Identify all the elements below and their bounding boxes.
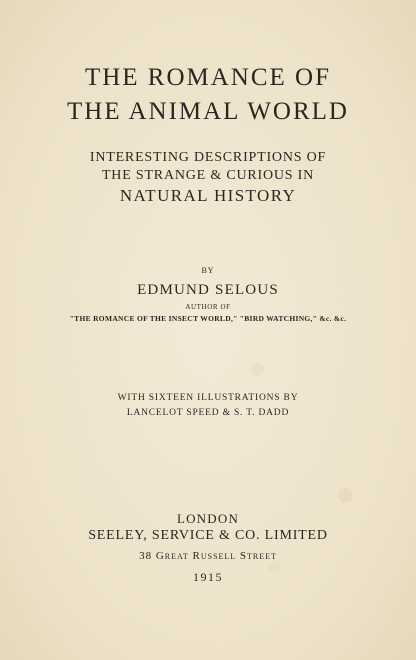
other-works: "THE ROMANCE OF THE INSECT WORLD," "BIRD WATCHING," &c. &c.: [69, 314, 347, 323]
subtitle-line-1: INTERESTING DESCRIPTIONS OF: [89, 150, 327, 165]
publisher-address: 38 Great Russell Street: [139, 550, 277, 562]
by-label: BY: [201, 266, 215, 275]
title-line-2: THE ANIMAL WORLD: [67, 98, 349, 125]
illustrations-line-2: LANCELOT SPEED & S. T. DADD: [126, 408, 290, 418]
title-line-1: THE ROMANCE OF: [84, 64, 332, 91]
illustrations-line-1: WITH SIXTEEN ILLUSTRATIONS BY: [117, 393, 299, 403]
author-name: EDMUND SELOUS: [137, 282, 279, 298]
subtitle-line-3: NATURAL HISTORY: [119, 186, 297, 205]
publication-city: LONDON: [176, 511, 240, 526]
author-of-label: AUTHOR OF: [185, 303, 231, 311]
subtitle-line-2: THE STRANGE & CURIOUS IN: [101, 168, 315, 183]
publication-year: 1915: [193, 570, 223, 584]
publisher-name: SEELEY, SERVICE & CO. LIMITED: [88, 528, 328, 543]
